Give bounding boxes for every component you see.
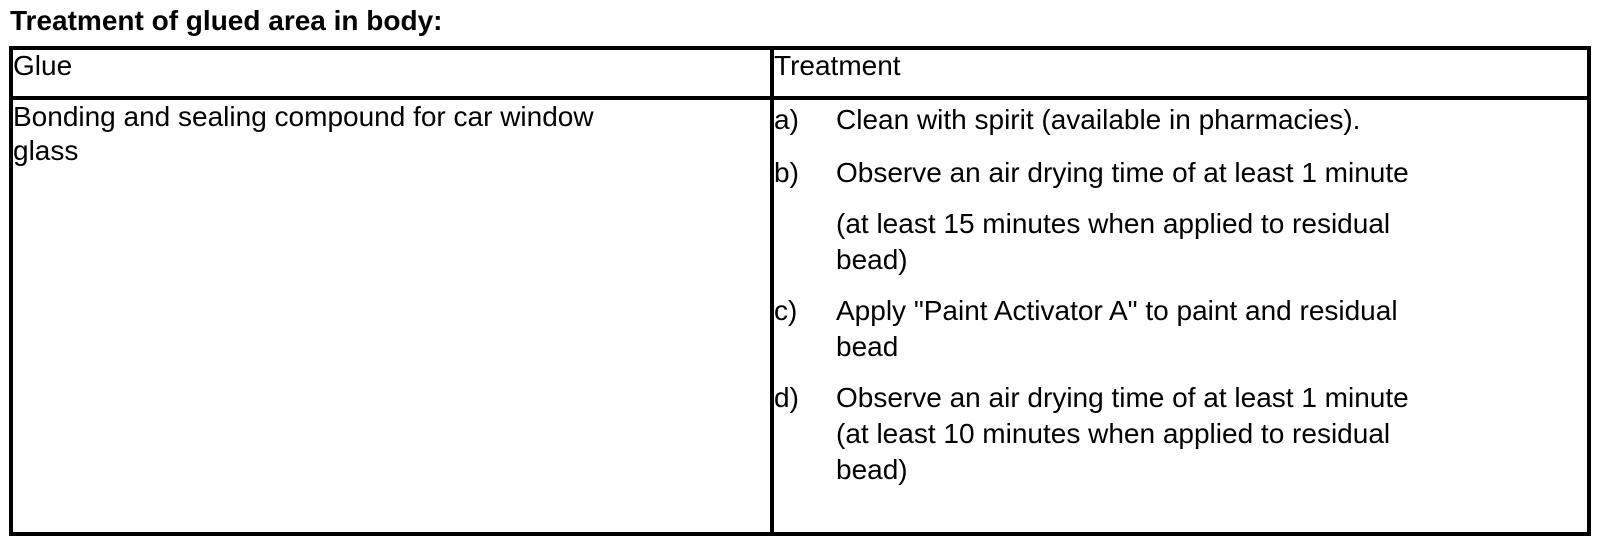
step-d bbox=[774, 378, 1587, 488]
step-letter: c) bbox=[774, 295, 798, 326]
header-glue: Glue bbox=[11, 48, 772, 98]
treatment-cell bbox=[772, 98, 1589, 534]
step-b-note bbox=[836, 206, 1587, 278]
table-row bbox=[11, 98, 1589, 534]
step-b bbox=[774, 153, 1587, 193]
treatment-table bbox=[9, 46, 1591, 536]
step-text bbox=[836, 153, 1409, 193]
step-text-line: bead bbox=[836, 331, 899, 362]
step-text-line: Clean with spirit (available in pharmacies). bbox=[836, 104, 1361, 135]
step-a bbox=[774, 100, 1587, 140]
glue-text-line: Bonding and sealing compound for car window bbox=[13, 101, 594, 132]
step-text-line: (at least 10 minutes when applied to residual bbox=[836, 418, 1391, 449]
step-note-line: bead) bbox=[836, 244, 908, 275]
step-text-line: Observe an air drying time of at least 1 minute bbox=[836, 157, 1409, 188]
glue-cell bbox=[11, 98, 772, 534]
step-text bbox=[836, 291, 1398, 365]
table-header-row bbox=[11, 48, 1589, 98]
step-text bbox=[836, 100, 1360, 140]
step-text bbox=[836, 378, 1409, 488]
step-text-line: Observe an air drying time of at least 1 minute bbox=[836, 382, 1409, 413]
document-title: Treatment of glued area in body: bbox=[10, 5, 443, 36]
header-treatment: Treatment bbox=[772, 48, 1589, 98]
step-c bbox=[774, 291, 1587, 365]
glue-text-line: glass bbox=[13, 135, 79, 166]
step-text-line: Apply "Paint Activator A" to paint and residual bbox=[836, 295, 1398, 326]
step-text-line: bead) bbox=[836, 454, 908, 485]
step-letter: d) bbox=[774, 382, 799, 413]
step-letter: a) bbox=[774, 104, 799, 135]
step-letter: b) bbox=[774, 157, 799, 188]
step-note-line: (at least 15 minutes when applied to residual bbox=[836, 208, 1391, 239]
